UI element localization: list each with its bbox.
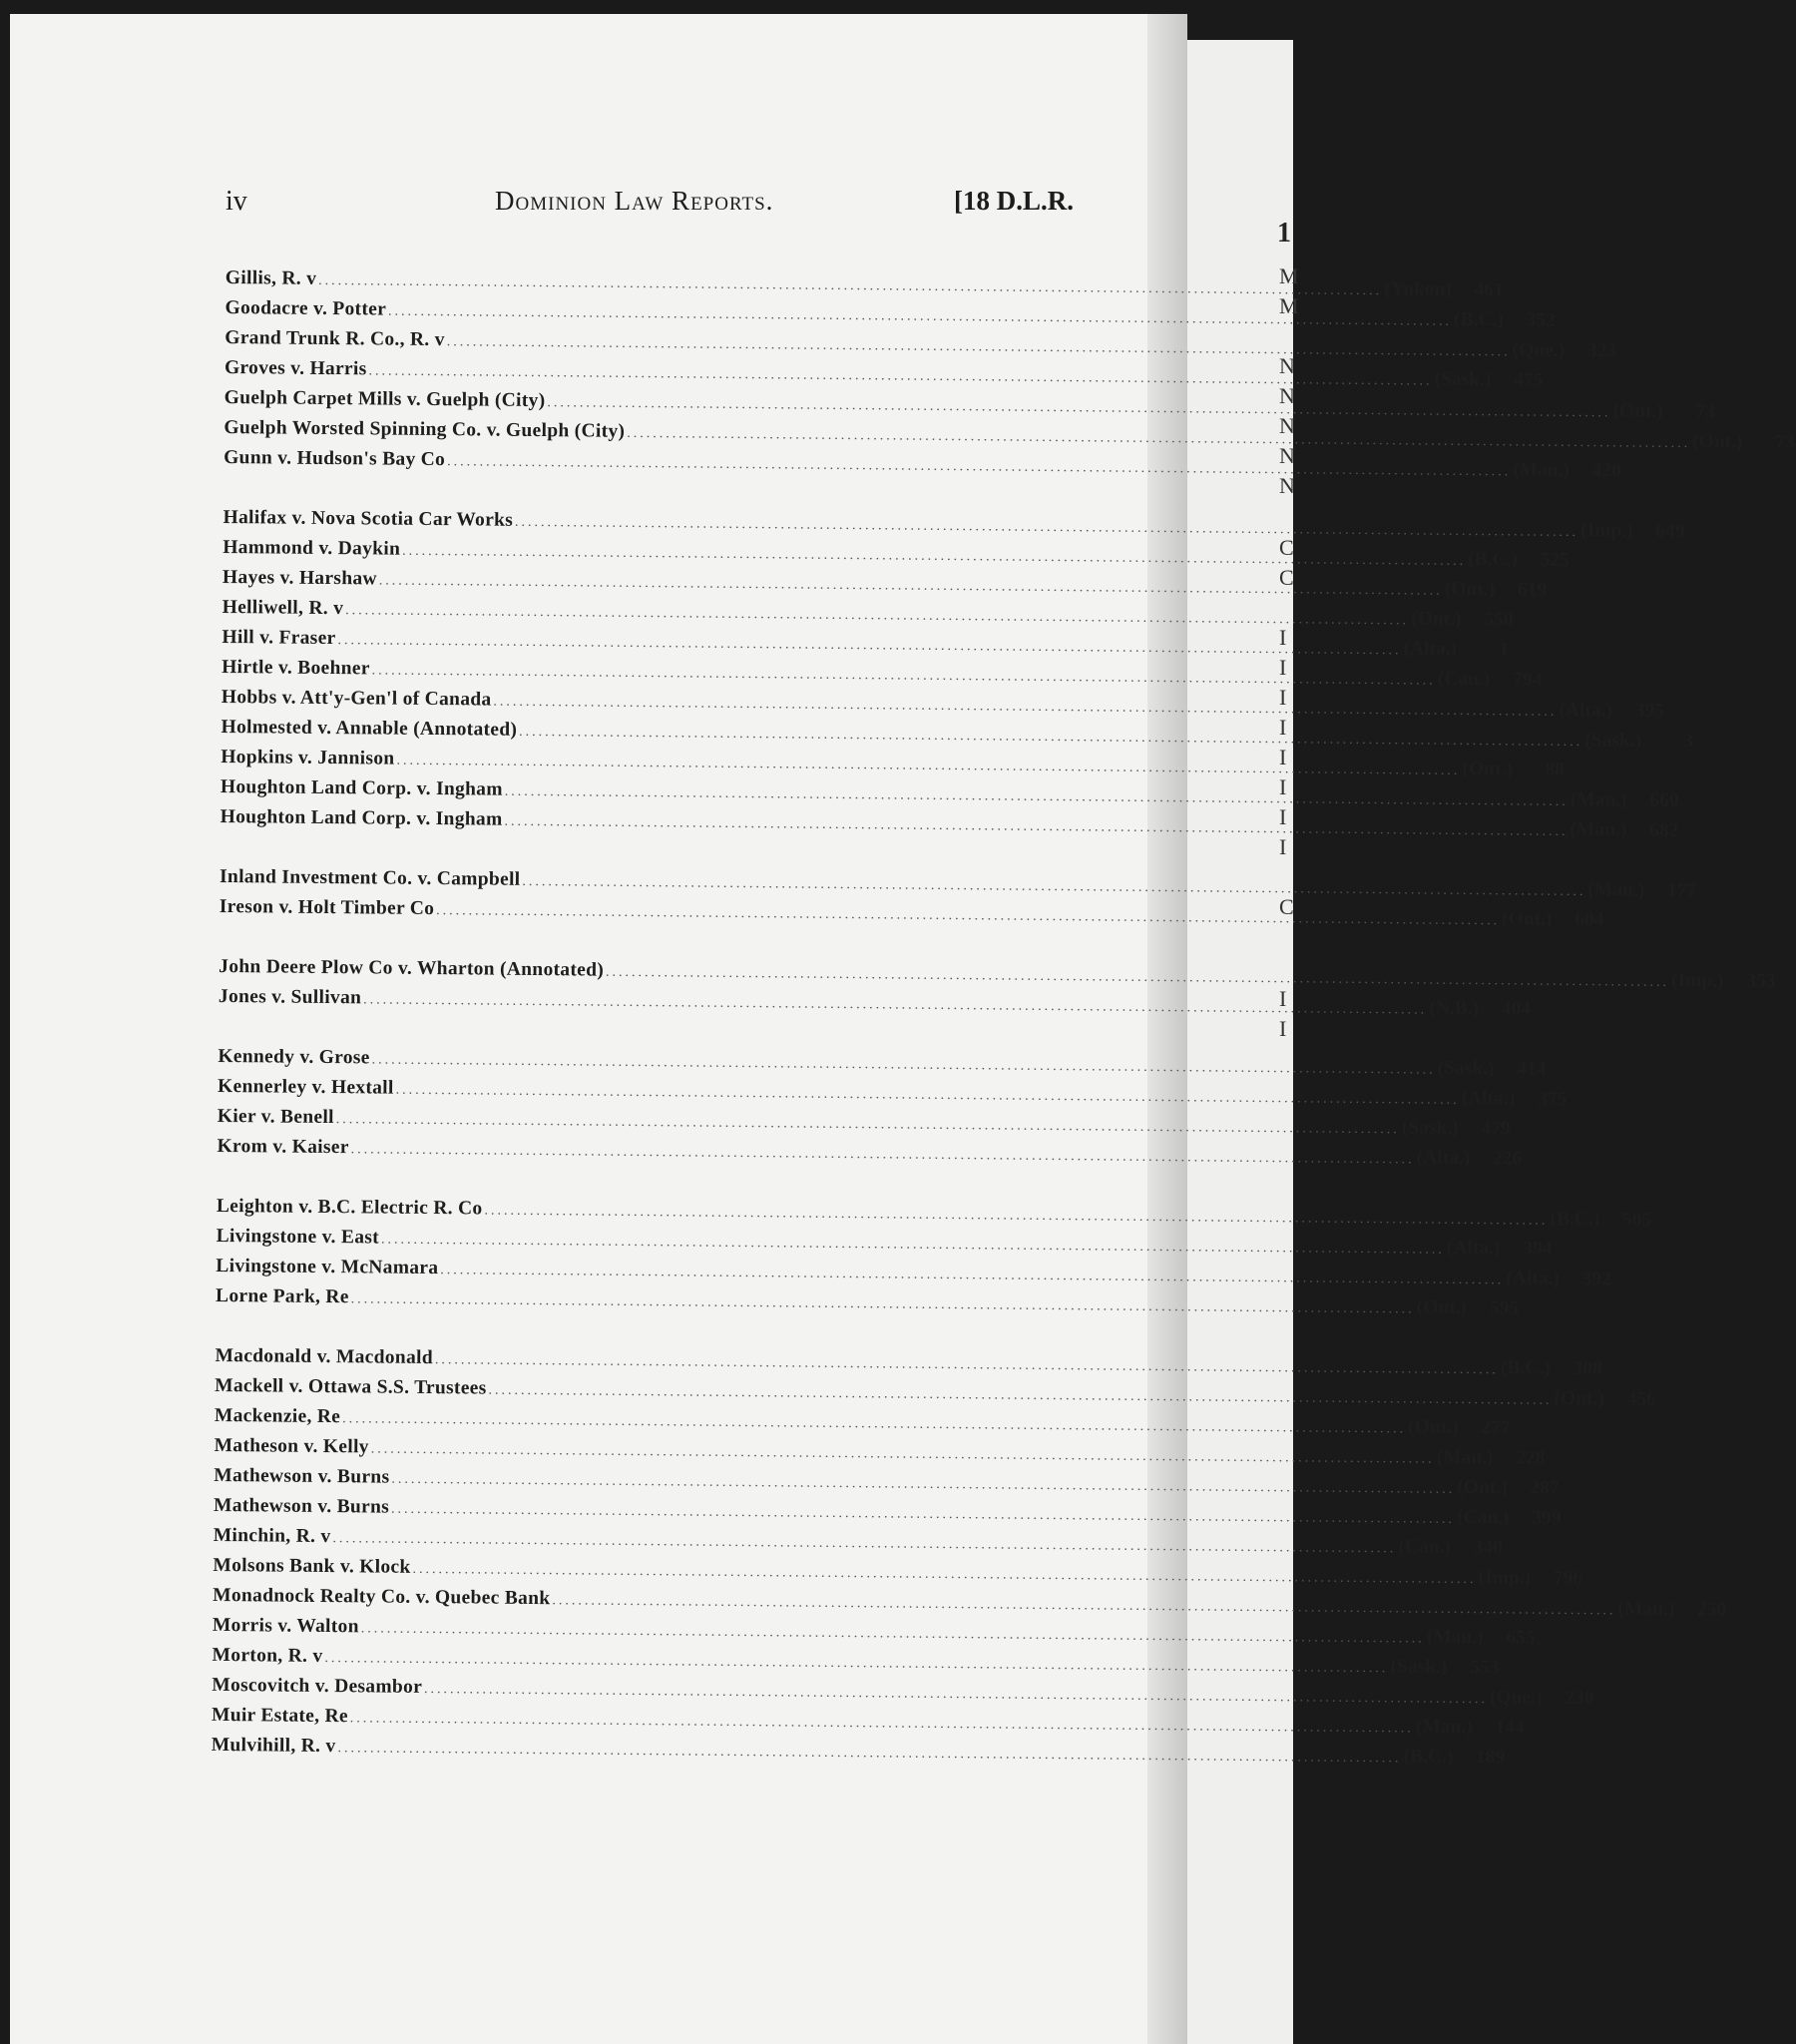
court-abbreviation: (Alta.): [1506, 1268, 1561, 1289]
case-name: Guelph Worsted Spinning Co. v. Guelph (City): [224, 416, 626, 442]
page-folio: iv: [225, 186, 247, 217]
adjacent-page-letter: I: [1279, 625, 1287, 650]
page-number: 394: [1523, 1238, 1553, 1260]
court-abbreviation: (Man.): [1426, 1626, 1484, 1649]
case-name: Hill v. Fraser: [222, 626, 336, 650]
page-number: 461: [1474, 279, 1504, 301]
case-name: Moscovitch v. Desambor: [212, 1674, 423, 1698]
court-abbreviation: (Sask.): [1584, 730, 1642, 752]
court-abbreviation: (Alta.): [1416, 1147, 1471, 1170]
case-name: Monadnock Realty Co. v. Quebec Bank: [213, 1584, 551, 1610]
case-index: [211, 263, 1795, 1798]
court-abbreviation: (B.C.): [1550, 1208, 1600, 1231]
case-name: Kier v. Benell: [217, 1105, 334, 1129]
court-abbreviation: (Sask.): [1390, 1656, 1448, 1678]
court-abbreviation: (Alta.): [1446, 1237, 1501, 1260]
case-name: Molsons Bank v. Klock: [213, 1554, 411, 1578]
court-abbreviation: (Ont.): [1457, 1476, 1508, 1499]
page-number: 796: [1553, 1567, 1583, 1590]
page-number: 392: [1581, 1269, 1612, 1290]
court-abbreviation: (Imp.): [1670, 969, 1724, 992]
adjacent-page-letter: C: [1279, 535, 1294, 560]
case-name: Groves v. Harris: [224, 356, 367, 380]
case-name: Minchin, R. v: [213, 1524, 331, 1548]
court-abbreviation: (Man.): [1436, 1446, 1494, 1469]
adjacent-page-letter: N: [1279, 413, 1295, 438]
page-number: 456: [1626, 1388, 1656, 1410]
case-name: Lorne Park, Re: [215, 1284, 349, 1308]
page-number: 287: [1530, 1477, 1560, 1499]
page-number: 619: [1517, 579, 1548, 601]
case-name: Hayes v. Harshaw: [222, 566, 377, 590]
case-name: Hobbs v. Att'y-Gen'l of Canada: [221, 686, 492, 711]
court-abbreviation: (Man.): [1570, 788, 1627, 811]
case-name: Gunn v. Hudson's Bay Co: [224, 446, 446, 471]
case-name: Grand Trunk R. Co., R. v: [224, 326, 445, 351]
page-number: 595: [1489, 1297, 1520, 1319]
index-group: [218, 952, 1776, 1020]
court-abbreviation: (B.C.): [1453, 308, 1504, 331]
index-group: [215, 1192, 1652, 1319]
page-number: 228: [1516, 1447, 1546, 1469]
page-number: 352: [1526, 309, 1556, 331]
court-abbreviation: (Ont.): [1462, 758, 1513, 780]
case-name: Hirtle v. Boehner: [222, 656, 370, 680]
index-group: [211, 1341, 1727, 1769]
page-number: 88: [1545, 759, 1565, 780]
page-number: 277: [1481, 1417, 1511, 1439]
case-name: Goodacre v. Potter: [224, 296, 387, 320]
court-abbreviation: (B.C.): [1403, 1746, 1454, 1768]
case-name: Halifax v. Nova Scotia Car Works: [223, 506, 514, 531]
case-name: Livingstone v. McNamara: [216, 1255, 439, 1279]
page-number: 404: [1501, 998, 1532, 1020]
case-name: Morris v. Walton: [212, 1614, 359, 1638]
adjacent-page-letter: I: [1279, 986, 1287, 1011]
adjacent-page-letter: I: [1279, 655, 1287, 680]
page-number: 340: [1473, 1537, 1504, 1559]
page-number: 189: [1475, 1747, 1506, 1769]
case-name: Morton, R. v: [212, 1644, 323, 1667]
court-abbreviation: (B.C.): [1468, 548, 1519, 571]
page-number: 479: [1481, 1118, 1511, 1140]
court-abbreviation: (Que.): [1489, 1687, 1543, 1709]
adjacent-page-letter: N: [1279, 473, 1295, 498]
court-abbreviation: (Ont.): [1408, 1416, 1459, 1438]
publication-title: Dominion Law Reports.: [495, 186, 774, 216]
court-abbreviation: (Ont.): [1554, 1387, 1604, 1410]
page-number: 655: [1506, 1627, 1536, 1649]
page-number: 323: [1586, 340, 1617, 362]
page-number: 420: [1591, 460, 1622, 482]
page-number: 226: [1492, 1148, 1523, 1170]
page-number: 230: [1565, 1687, 1594, 1710]
page-number: 414: [1517, 1058, 1547, 1080]
case-name: Holmested v. Annable (Annotated): [221, 716, 518, 741]
adjacent-page-letter: I: [1279, 1016, 1287, 1041]
index-group: [220, 503, 1694, 842]
case-name: Leighton v. B.C. Electric R. Co: [216, 1195, 483, 1220]
page-number: 475: [1514, 369, 1544, 391]
page-number: 375: [1537, 1088, 1568, 1110]
court-abbreviation: (Alta.): [1559, 699, 1613, 722]
court-abbreviation: (Man.): [1587, 879, 1645, 901]
index-group: [219, 862, 1697, 931]
case-name: John Deere Plow Co v. Wharton (Annotated): [219, 955, 605, 981]
case-name: Helliwell, R. v: [222, 596, 344, 620]
court-abbreviation: (Ont.): [1444, 578, 1496, 601]
page-number: 144: [1495, 1717, 1525, 1739]
page-number: 3: [1683, 731, 1694, 753]
adjacent-page-header: 1: [1277, 218, 1291, 249]
court-abbreviation: (Ont.): [1411, 608, 1462, 630]
case-name: Matheson v. Kelly: [214, 1434, 369, 1458]
case-name: Jones v. Sullivan: [218, 985, 362, 1009]
adjacent-page-letter: C: [1279, 894, 1294, 919]
page-number: 250: [1696, 1599, 1727, 1621]
page-number: 604: [1574, 909, 1604, 931]
court-abbreviation: (Sask.): [1434, 368, 1492, 391]
page-number: 177: [1666, 879, 1697, 902]
page-number: 399: [1532, 1507, 1562, 1529]
page-number: 794: [1512, 669, 1543, 691]
adjacent-page-letter: N: [1279, 383, 1295, 408]
page-number: 1: [1499, 639, 1510, 661]
court-abbreviation: (Can.): [1456, 1506, 1510, 1529]
page-number: 308: [1572, 1358, 1602, 1380]
case-name: Inland Investment Co. v. Campbell: [220, 865, 521, 890]
page-number: 649: [1655, 520, 1685, 543]
page-number: 73: [1774, 431, 1795, 454]
case-name: Houghton Land Corp. v. Ingham: [220, 805, 503, 830]
page-number: 353: [1746, 970, 1776, 992]
court-abbreviation: (Can.): [1398, 1536, 1452, 1558]
case-name: Houghton Land Corp. v. Ingham: [220, 775, 503, 800]
adjacent-page-letter: I: [1279, 774, 1287, 799]
index-group: [224, 263, 1795, 482]
court-abbreviation: (Ont.): [1416, 1296, 1468, 1318]
court-abbreviation: (N.B.): [1429, 997, 1480, 1020]
case-name: Krom v. Kaiser: [217, 1135, 349, 1159]
court-abbreviation: (Man.): [1570, 818, 1627, 841]
case-name: Livingstone v. East: [216, 1225, 380, 1249]
adjacent-page-letter: I: [1279, 834, 1287, 859]
case-name: Mackell v. Ottawa S.S. Trustees: [215, 1374, 487, 1399]
court-abbreviation: (Ont.): [1692, 431, 1743, 453]
page-number: 660: [1649, 789, 1679, 812]
adjacent-page-letter: N: [1279, 443, 1295, 468]
court-abbreviation: (Sask.): [1401, 1117, 1459, 1139]
court-abbreviation: (Alta.): [1461, 1087, 1516, 1110]
court-abbreviation: (Man.): [1513, 459, 1571, 481]
case-name: Mathewson v. Burns: [214, 1464, 390, 1488]
adjacent-page-letter: I: [1279, 804, 1287, 829]
page-number: 682: [1649, 819, 1679, 842]
court-abbreviation: (Imp.): [1478, 1567, 1532, 1589]
case-name: Hopkins v. Jannison: [221, 746, 395, 769]
adjacent-page-letter: M: [1279, 293, 1299, 318]
case-name: Muir Estate, Re: [211, 1704, 348, 1728]
court-abbreviation: (Que.): [1512, 339, 1566, 361]
court-abbreviation: (Sask.): [1437, 1057, 1495, 1080]
running-header: [225, 186, 1074, 222]
adjacent-page-letter: N: [1279, 353, 1295, 378]
case-name: Hammond v. Daykin: [223, 536, 401, 560]
court-abbreviation: (Yukon): [1384, 278, 1452, 300]
adjacent-page-letter: M: [1279, 263, 1299, 288]
page-number: 73: [1695, 401, 1715, 423]
court-abbreviation: (Ont.): [1612, 400, 1663, 422]
case-name: Guelph Carpet Mills v. Guelph (City): [224, 386, 546, 412]
case-name: Kennerley v. Hextall: [217, 1075, 394, 1099]
adjacent-page-letter: I: [1279, 745, 1287, 769]
page-number: 553: [1469, 1657, 1500, 1679]
case-name: Macdonald v. Macdonald: [215, 1344, 434, 1369]
case-name: Gillis, R. v: [224, 266, 317, 289]
page-number: 525: [1540, 549, 1571, 571]
page-number: 395: [1634, 700, 1665, 722]
adjacent-page-letter: C: [1279, 565, 1294, 590]
case-name: Ireson v. Holt Timber Co: [219, 895, 435, 920]
court-abbreviation: (Ont.): [1502, 908, 1553, 930]
court-abbreviation: (Man.): [1617, 1598, 1675, 1621]
court-abbreviation: (Alta.): [1403, 638, 1458, 660]
court-abbreviation: (Man.): [1415, 1716, 1473, 1739]
case-name: Mathewson v. Burns: [213, 1494, 390, 1518]
page-number: 550: [1484, 609, 1514, 631]
case-name: Mulvihill, R. v: [211, 1734, 336, 1758]
page-number: 505: [1621, 1209, 1652, 1231]
adjacent-page-letter: I: [1279, 685, 1287, 710]
volume-reference: [18 D.L.R.: [954, 186, 1074, 216]
court-abbreviation: (Can.): [1437, 668, 1491, 691]
court-abbreviation: (B.C.): [1500, 1357, 1551, 1379]
case-name: Mackenzie, Re: [214, 1404, 341, 1428]
index-group: [217, 1042, 1568, 1170]
case-name: Kennedy v. Grose: [218, 1045, 370, 1069]
adjacent-page-letter: I: [1279, 715, 1287, 740]
court-abbreviation: (Imp.): [1579, 520, 1633, 542]
